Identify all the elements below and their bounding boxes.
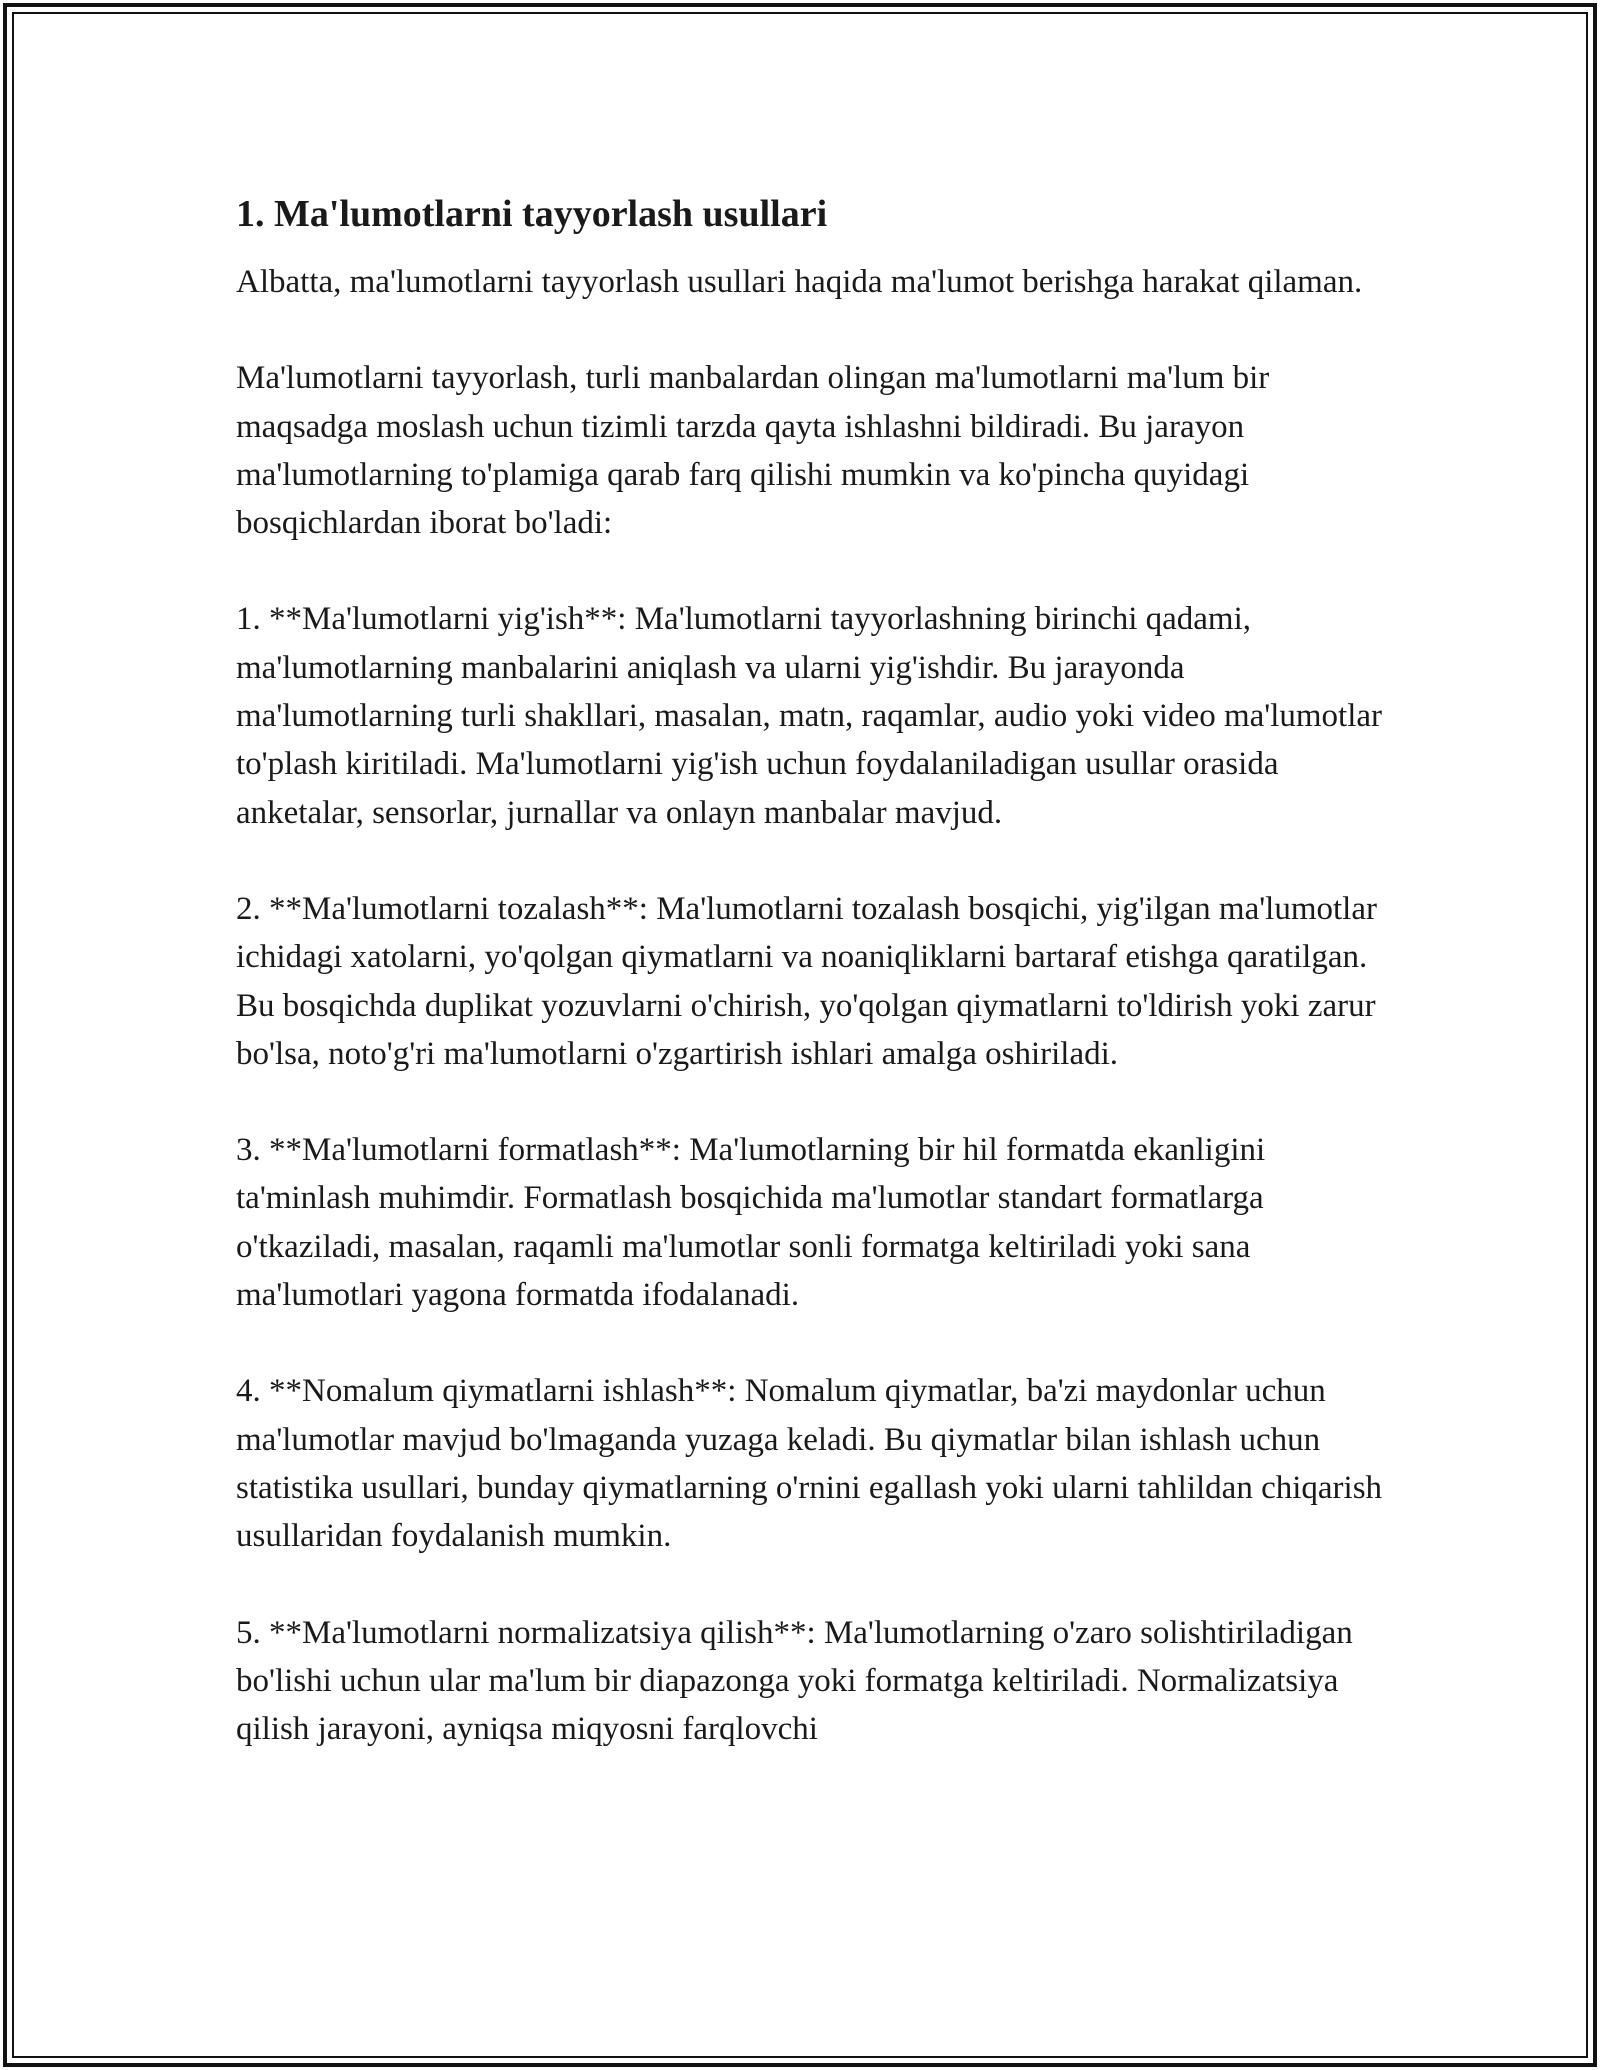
paragraph-overview: Ma'lumotlarni tayyorlash, turli manbalardan olingan ma'lumotlarni ma'lum bir maqsadga moslash uchun tizimli tarzda qayta ishlashni bildiradi. Bu jarayon ma'lumotlarning to'plamiga qarab farq qilishi mumkin va ko'pincha quyidagi bosqichlardan iborat bo'ladi: <box>236 360 1270 542</box>
paragraph-step-4: 4. **Nomalum qiymatlarni ishlash**: Nomalum qiymatlar, ba'zi maydonlar uchun ma'lumotlar mavjud bo'lmaganda yuzaga keladi. Bu qiymatlar bilan ishlash uchun statistika usullari, bunday qiymatlarning o'rnini egallash yoki ularni tahlildan chiqarish usullaridan foydalanish mumkin. <box>236 1373 1383 1555</box>
paragraph-step-1: 1. **Ma'lumotlarni yig'ish**: Ma'lumotlarni tayyorlashning birinchi qadami, ma'lumotlarning manbalarini aniqlash va ularni yig'ishdir. Bu jarayonda ma'lumotlarning turli shakllari, masalan, matn, raqamlar, audio yoki video ma'lumotlar to'plash kiritiladi. Ma'lumotlarni yig'ish uchun foydalaniladigan usullar orasida anketalar, sensorlar, jurnallar va onlayn manbalar mavjud. <box>236 601 1383 831</box>
paragraph-step-3: 3. **Ma'lumotlarni formatlash**: Ma'lumotlarning bir hil formatda ekanligini ta'minlash muhimdir. Formatlash bosqichida ma'lumotlar standart formatlarga o'tkaziladi, masalan, raqamli ma'lumotlar sonli formatga keltiriladi yoki sana ma'lumotlari yagona formatda ifodalanadi. <box>236 1132 1266 1314</box>
document-body <box>236 188 1386 1801</box>
section-title: 1. Ma'lumotlarni tayyorlash usullari <box>236 193 828 235</box>
paragraph-step-5: 5. **Ma'lumotlarni normalizatsiya qilish**: Ma'lumotlarning o'zaro solishtiriladigan bo'lishi uchun ular ma'lum bir diapazonga yoki formatga keltiriladi. Normalizatsiya qilish jarayoni, ayniqsa miqyosni farqlovchi <box>236 1614 1353 1748</box>
paragraph-step-2: 2. **Ma'lumotlarni tozalash**: Ma'lumotlarni tozalash bosqichi, yig'ilgan ma'lumotlar ichidagi xatolarni, yo'qolgan qiymatlarni va noaniqliklarni bartaraf etishga qaratilgan. Bu bosqichda duplikat yozuvlarni o'chirish, yo'qolgan qiymatlarni to'ldirish yoki zarur bo'lsa, noto'g'ri ma'lumotlarni o'zgartirish ishlari amalga oshiriladi. <box>236 890 1377 1072</box>
paragraph-intro: Albatta, ma'lumotlarni tayyorlash usullari haqida ma'lumot berishga harakat qilaman. <box>236 264 1363 300</box>
